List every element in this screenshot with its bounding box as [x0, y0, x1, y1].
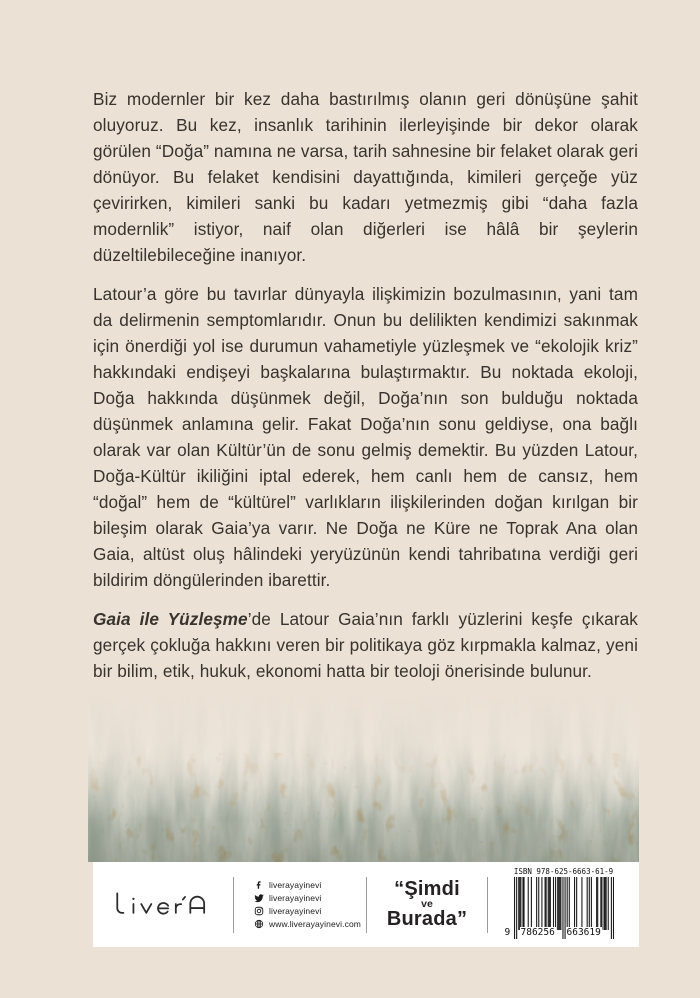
slogan-line: “Şimdi: [394, 878, 460, 900]
blurb-paragraph-1: Biz modernler bir kez daha bastırılmış olanın geri dönüşüne şahit oluyoruz. Bu kez, insanlık tarihinin ilerleyişinde bir dekor olarak görülen “Doğa” namına ne varsa, tarih sahnesine bir felaket olarak geri dönüyor. Bu felaket kendisini dayattığında, kimileri gerçeğe yüz çevirirken, kimileri sanki bu kadarı yetmezmiş gibi “daha fazla modernlik” istiyor, naif olan diğerleri ise hâlâ bir şeylerin düzeltilebileceğine inanıyor.: [93, 89, 638, 265]
instagram-icon: [254, 906, 264, 916]
social-handle: liverayayinevi: [269, 906, 322, 916]
barcode: [504, 877, 614, 943]
blurb-paragraph-3-text: ’de Latour Gaia’nın farklı yüzlerini keşfe çıkarak gerçek çokluğa hakkını veren bir politikaya göz kırpmakla kalmaz, yeni bir bilim, etik, hukuk, ekonomi hatta bir teoloji önerisinde bulunur.: [93, 609, 639, 681]
slogan-line: ve: [421, 898, 433, 910]
social-links: [234, 862, 366, 947]
barcode-block: [488, 862, 639, 947]
ean-digit-group: 786256: [520, 926, 555, 938]
social-handle: liverayayinevi: [269, 893, 322, 903]
ean-digit-group: 9: [504, 926, 511, 938]
livera-logo: [93, 862, 233, 947]
blurb-paragraph-3: [93, 606, 638, 684]
blurb-paragraph-2: Latour’a göre bu tavırlar dünyayla ilişkimizin bozulmasının, yani tam da delirmenin semptomlarıdır. Onun bu delilikten kendimizi sakınmak için önerdiği yol ise durumun vahametiyle yüzleşmek ve “ekolojik kriz” hakkındaki endişeyi başkalarına bulaştırmaktır. Bu noktada ekoloji, Doğa hakkında düşünmek değil, Doğa’nın son bulduğu noktada düşünmek anlamına gelir. Fakat Doğa’nın sonu geldiyse, ona bağlı olarak var olan Kültür’ün de sonu gelmiş demektir. Bu yüzden Latour, Doğa-Kültür ikiliğini iptal ederek, hem canlı hem de cansız, hem “doğal” hem de “kültürel” varlıkların ilişkilerinden doğan kırılgan bir bileşim olarak Gaia’ya varır. Ne Doğa ne Küre ne Toprak Ana olan Gaia, altüst oluş hâlindeki yeryüzünün kendi tahribatına verdiği geri bildirim döngülerinden ibarettir.: [93, 284, 638, 590]
livera-logo-glyphs: [111, 890, 215, 919]
globe-icon: [254, 919, 264, 929]
back-cover-blurb: [93, 86, 638, 684]
slogan-line: Burada”: [386, 908, 468, 930]
social-row-facebook: [254, 880, 366, 890]
twitter-icon: [254, 893, 264, 903]
publisher-footer: [93, 862, 639, 947]
facebook-icon: [254, 880, 264, 890]
ean-digit-group: 663619: [566, 926, 601, 938]
social-row-website: [254, 919, 366, 929]
watercolor-texture: [88, 693, 639, 862]
ean-digits: [504, 926, 614, 941]
social-row-twitter: [254, 893, 366, 903]
social-row-instagram: [254, 906, 366, 916]
publisher-slogan: [367, 862, 487, 947]
social-handle: liverayayinevi: [269, 880, 322, 890]
book-title-emphasis: Gaia ile Yüzleşme: [93, 609, 248, 629]
isbn-label: ISBN 978-625-6663-61-9: [513, 866, 614, 876]
social-handle: www.liverayayinevi.com: [269, 919, 361, 929]
